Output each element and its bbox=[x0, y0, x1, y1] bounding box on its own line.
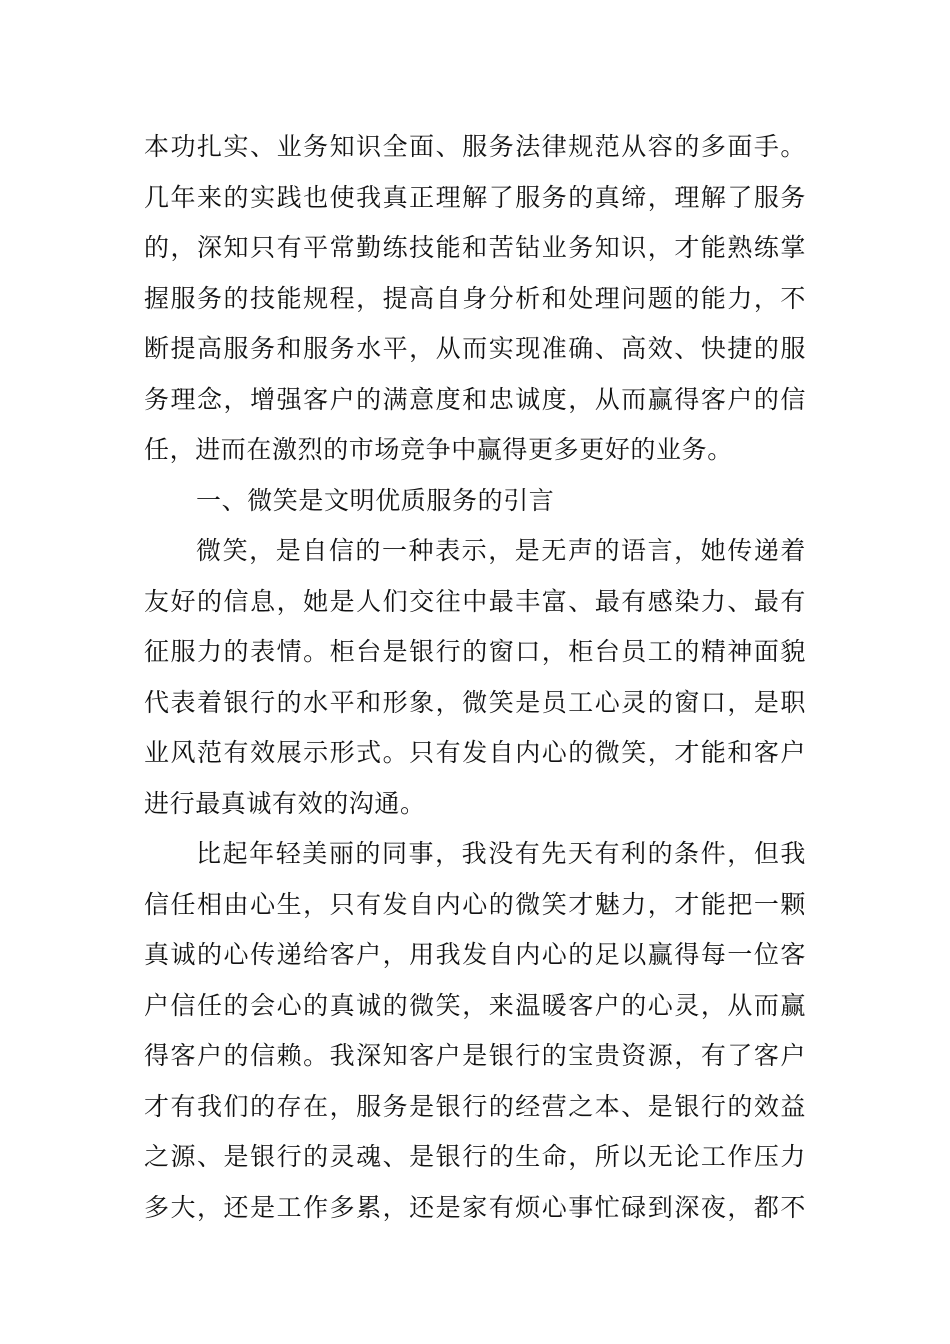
text-line: 信任相由心生，只有发自内心的微笑才魅力，才能把一颗 bbox=[144, 889, 806, 919]
text-line: 多大，还是工作多累，还是家有烦心事忙碌到深夜，都不 bbox=[144, 1192, 806, 1222]
text-line: 几年来的实践也使我真正理解了服务的真缔，理解了服务 bbox=[144, 182, 806, 212]
text-line: 友好的信息，她是人们交往中最丰富、最有感染力、最有 bbox=[144, 586, 806, 616]
text-line: 进行最真诚有效的沟通。 bbox=[144, 788, 426, 818]
text-line: 得客户的信赖。我深知客户是银行的宝贵资源，有了客户 bbox=[144, 1041, 806, 1070]
heading-text: 一、微笑是文明优质服务的引言 bbox=[196, 485, 555, 515]
text-line: 务理念，增强客户的满意度和忠诚度，从而赢得客户的信 bbox=[144, 384, 806, 414]
text-line: 本功扎实、业务知识全面、服务法律规范从容的多面手。 bbox=[144, 132, 806, 161]
text-line: 代表着银行的水平和形象，微笑是员工心灵的窗口，是职 bbox=[144, 687, 806, 717]
text-line: 户信任的会心的真诚的微笑，来温暖客户的心灵，从而赢 bbox=[144, 990, 806, 1020]
text-line: 微笑，是自信的一种表示，是无声的语言，她传递着 bbox=[196, 536, 806, 565]
text-line: 任，进而在激烈的市场竞争中赢得更多更好的业务。 bbox=[144, 435, 733, 464]
text-line: 真诚的心传递给客户，用我发自内心的足以赢得每一位客 bbox=[144, 940, 806, 969]
text-line: 比起年轻美丽的同事，我没有先天有利的条件，但我 bbox=[196, 839, 806, 868]
section-heading bbox=[144, 476, 806, 527]
paragraph-2 bbox=[144, 526, 806, 829]
paragraph-3 bbox=[144, 829, 806, 1233]
text-line: 的，深知只有平常勤练技能和苦钻业务知识，才能熟练掌 bbox=[144, 233, 806, 262]
document-body bbox=[144, 122, 806, 1233]
text-line: 握服务的技能规程，提高自身分析和处理问题的能力，不 bbox=[144, 283, 806, 313]
text-line: 征服力的表情。柜台是银行的窗口，柜台员工的精神面貌 bbox=[144, 637, 806, 666]
text-line: 断提高服务和服务水平，从而实现准确、高效、快捷的服 bbox=[144, 334, 806, 363]
text-line: 之源、是银行的灵魂、是银行的生命，所以无论工作压力 bbox=[144, 1142, 806, 1171]
text-line: 业风范有效展示形式。只有发自内心的微笑，才能和客户 bbox=[144, 738, 806, 767]
text-line: 才有我们的存在，服务是银行的经营之本、是银行的效益 bbox=[144, 1091, 806, 1121]
paragraph-1 bbox=[144, 122, 806, 476]
